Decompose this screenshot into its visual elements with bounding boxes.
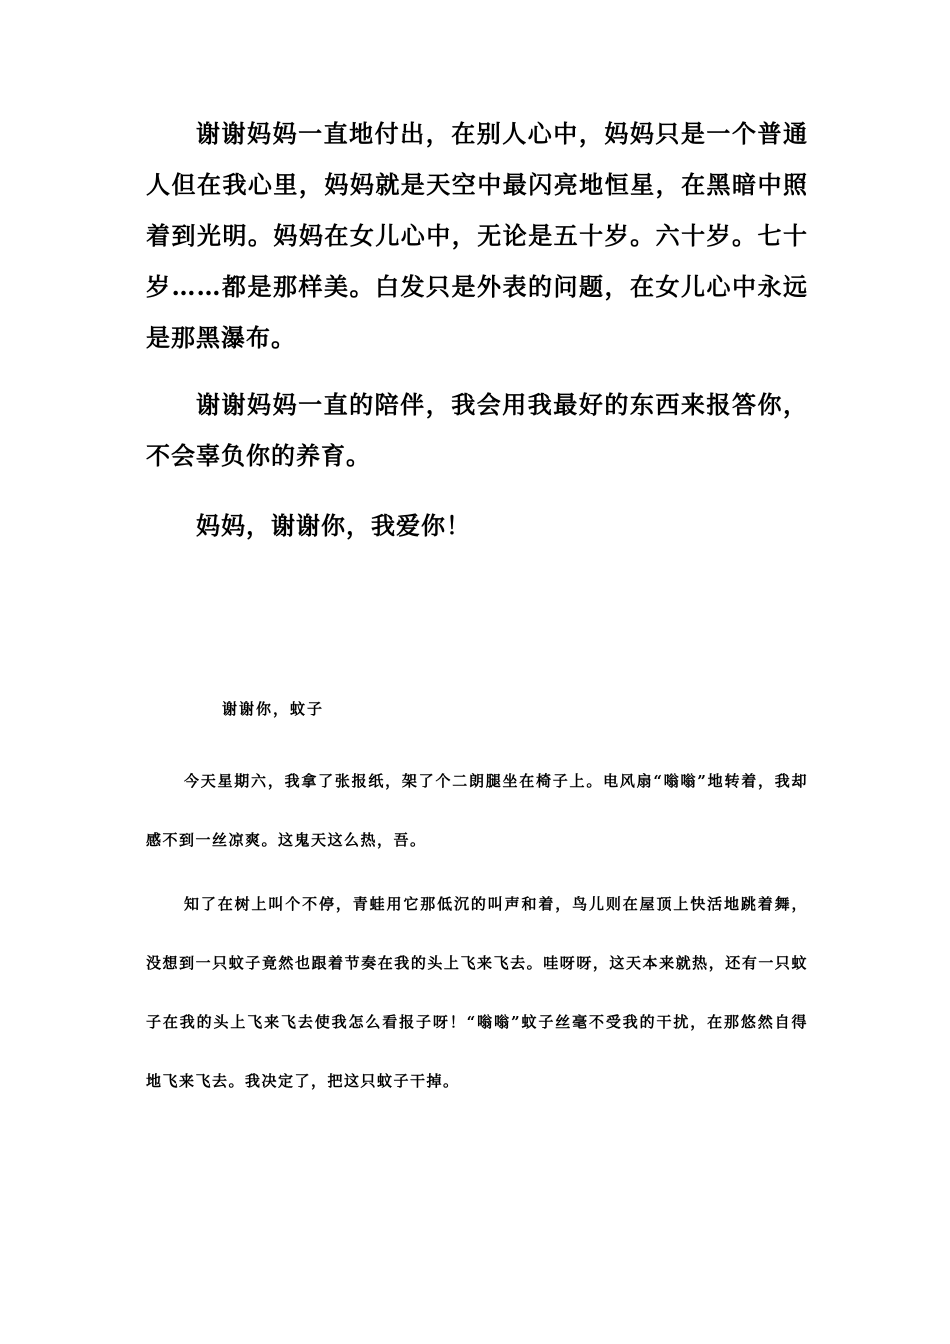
letter-paragraph-2: 谢谢妈妈一直的陪伴，我会用我最好的东西来报答你，不会辜负你的养育。 — [146, 390, 808, 470]
essay-title: 谢谢你，蚊子 — [222, 700, 325, 718]
essay-paragraph-2: 知了在树上叫个不停，青蛙用它那低沉的叫声和着，鸟儿则在屋顶上快活地跳着舞，没想到一只蚊子竟然也跟着节奏在我的头上飞来飞去。哇呀呀，这天本来就热，还有一只蚊子在我的头上飞来飞去使我怎么看报子呀！“嗡嗡”蚊子丝毫不受我的干扰，在那悠然自得地飞来飞去。我决定了，把这只蚊子干掉。 — [146, 895, 808, 1090]
letter-paragraph-1: 谢谢妈妈一直地付出，在别人心中，妈妈只是一个普通人但在我心里，妈妈就是天空中最闪亮地恒星，在黑暗中照着到光明。妈妈在女儿心中，无论是五十岁。六十岁。七十岁……都是那样美。白发只是外表的问题，在女儿心中永远是那黑瀑布。 — [146, 119, 808, 352]
letter-paragraph-3: 妈妈，谢谢你，我爱你！ — [196, 511, 471, 540]
essay-paragraph-1: 今天星期六，我拿了张报纸，架了个二朗腿坐在椅子上。电风扇“嗡嗡”地转着，我却感不到一丝凉爽。这鬼天这么热，吾。 — [146, 772, 808, 849]
